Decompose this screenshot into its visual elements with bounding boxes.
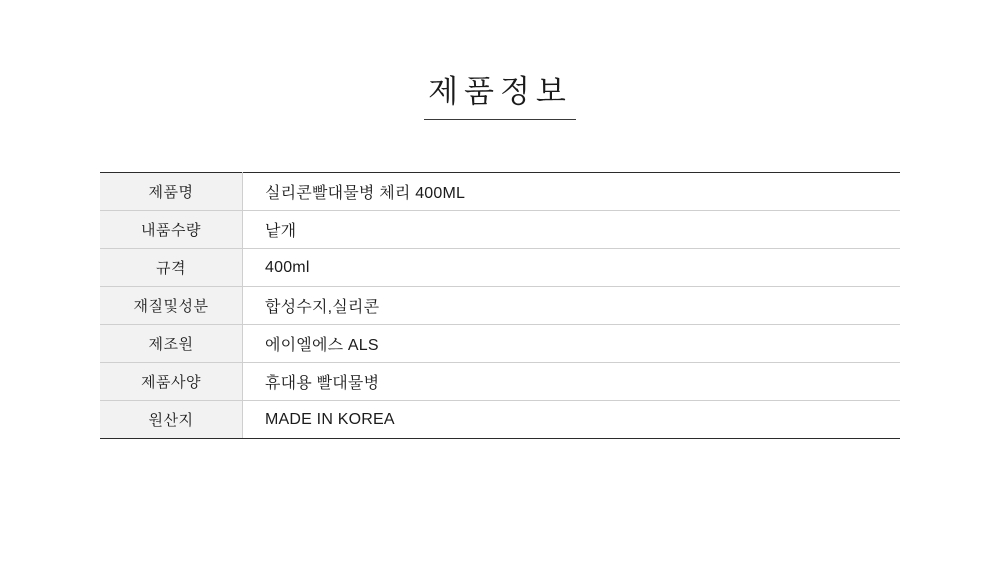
spec-value: 낱개 [243, 211, 901, 249]
table-row [100, 249, 900, 287]
spec-label: 제품명 [100, 173, 243, 211]
spec-label: 내품수량 [100, 211, 243, 249]
product-spec-table-body [100, 173, 900, 439]
spec-label: 원산지 [100, 401, 243, 439]
table-row [100, 173, 900, 211]
table-row [100, 287, 900, 325]
spec-value: MADE IN KOREA [243, 401, 901, 439]
spec-value: 휴대용 빨대물병 [243, 363, 901, 401]
page-title-container [0, 72, 1000, 120]
spec-label: 규격 [100, 249, 243, 287]
spec-label: 재질및성분 [100, 287, 243, 325]
table-row [100, 363, 900, 401]
table-row [100, 325, 900, 363]
spec-label: 제조원 [100, 325, 243, 363]
spec-value: 에이엘에스 ALS [243, 325, 901, 363]
product-spec-table [100, 172, 900, 439]
spec-label: 제품사양 [100, 363, 243, 401]
spec-value: 합성수지,실리콘 [243, 287, 901, 325]
table-row [100, 211, 900, 249]
spec-value: 400ml [243, 249, 901, 287]
page-title: 제품정보 [424, 72, 576, 120]
table-row [100, 401, 900, 439]
spec-value: 실리콘빨대물병 체리 400ML [243, 173, 901, 211]
